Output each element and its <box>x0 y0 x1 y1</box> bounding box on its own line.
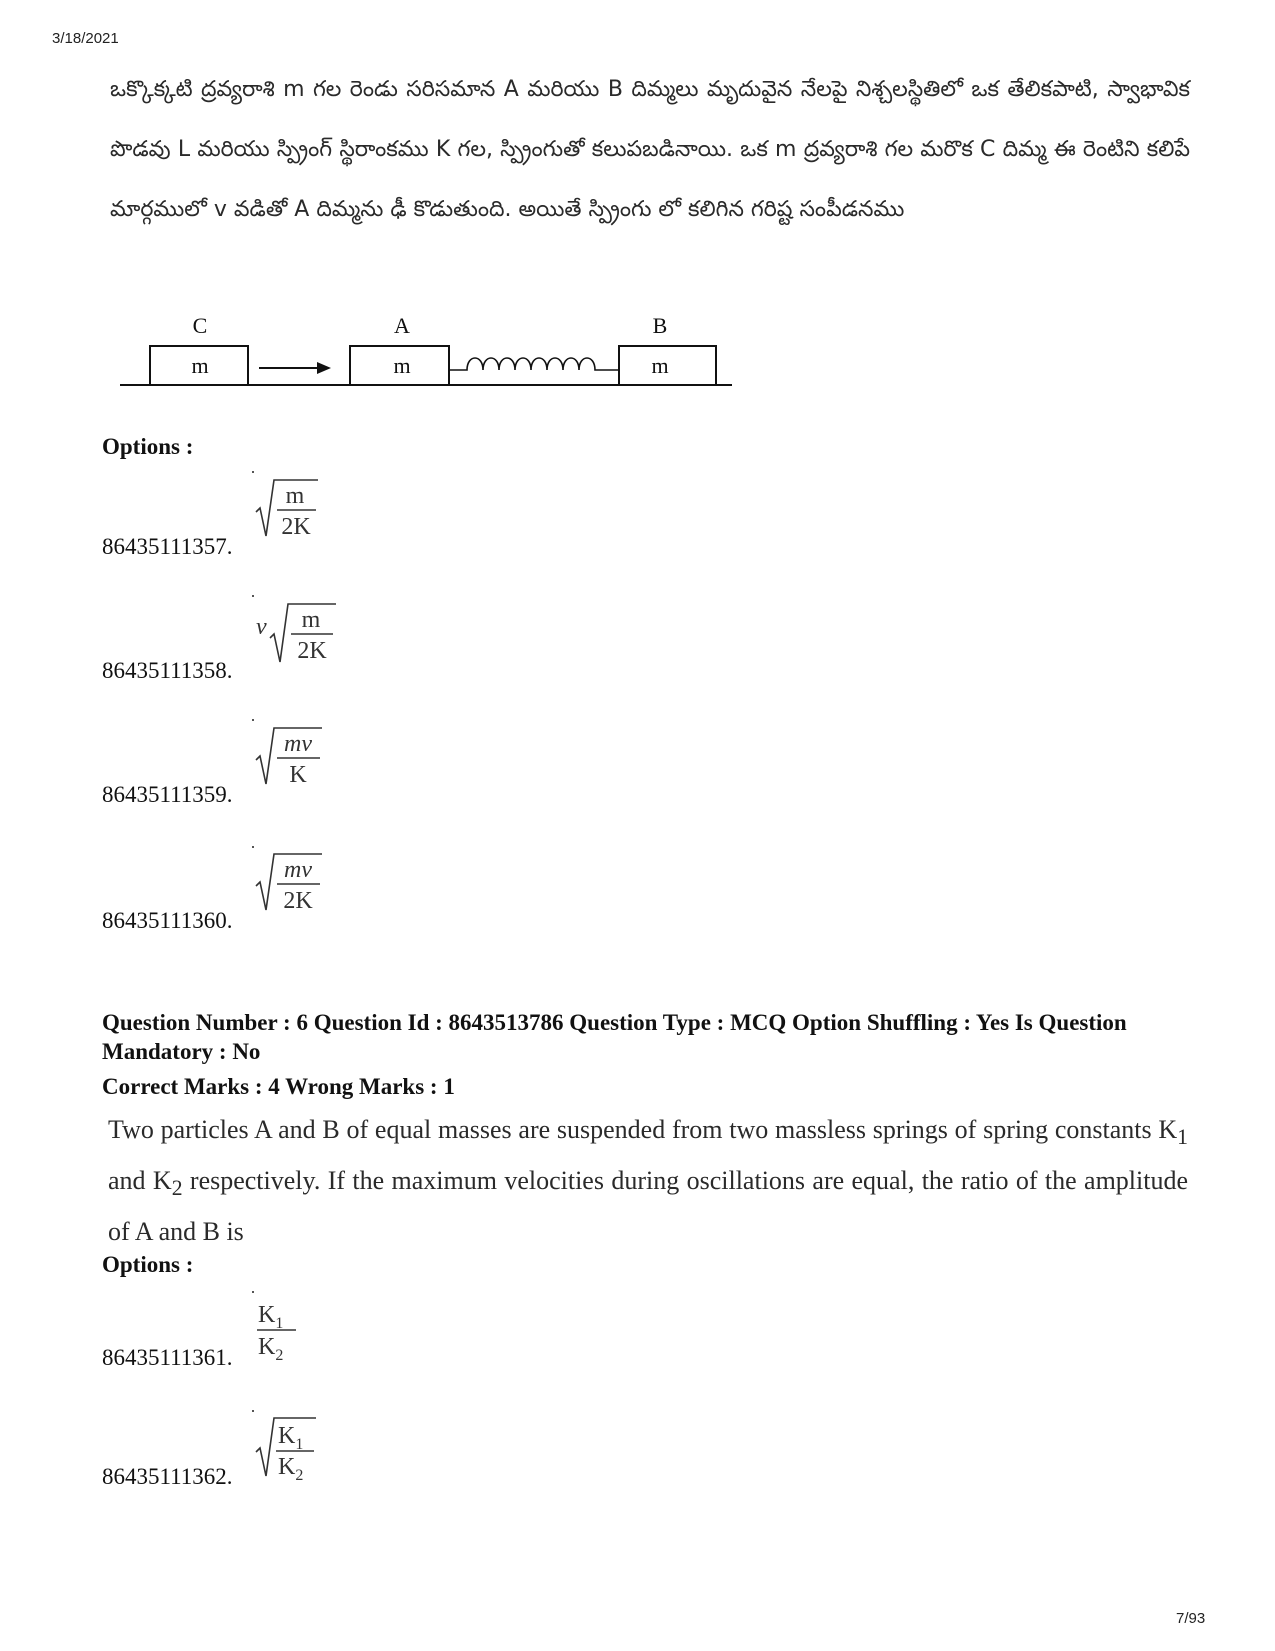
option-marker <box>252 719 254 721</box>
q5-option-2-formula <box>254 600 344 666</box>
question-6-marks: Correct Marks : 4 Wrong Marks : 1 <box>102 1074 455 1099</box>
denominator-subscript: 2 <box>295 1467 304 1484</box>
svg-text:K2 <box>278 1454 303 1484</box>
fraction-denominator: K <box>289 762 307 788</box>
q5-option-1-id: 86435111357. <box>102 534 233 559</box>
svg-text:K2 <box>258 1334 283 1364</box>
fraction-denominator: 2K <box>283 888 313 914</box>
fraction-numerator: mv <box>284 731 312 757</box>
q6-options-label: Options : <box>102 1252 194 1277</box>
spring <box>449 358 619 370</box>
block-a-mass: m <box>393 353 411 378</box>
question-6-text: Two particles A and B of equal masses are suspended from two massless springs of spring constants $K_1$ and $K_2$ respectively. If the maximum velocities during oscillations are equal, the ratio of the amplitude of A and B is <box>108 1115 1188 1247</box>
block-b-mass: m <box>651 353 669 378</box>
numerator-subscript: 1 <box>295 1436 304 1453</box>
q6-option-1-formula <box>254 1294 314 1364</box>
svg-text:K1 <box>258 1302 283 1332</box>
block-a-label: A <box>394 318 410 338</box>
q5-option-3-formula <box>254 724 330 790</box>
fraction-numerator: m <box>285 483 305 509</box>
fraction-numerator: K <box>278 1423 296 1449</box>
q6-option-2-formula <box>254 1414 324 1484</box>
denominator-subscript: 2 <box>275 1347 284 1364</box>
fraction-denominator: 2K <box>297 638 327 664</box>
option-marker <box>252 471 254 473</box>
q5-option-1-formula <box>254 476 324 542</box>
q6-option-1-id: 86435111361. <box>102 1345 233 1370</box>
option-marker <box>252 1291 254 1293</box>
block-b-label: B <box>652 318 668 338</box>
fraction-numerator: K <box>258 1302 276 1328</box>
velocity-symbol: v <box>256 614 267 640</box>
option-marker <box>252 846 254 848</box>
block-c-label: C <box>192 318 208 338</box>
collision-diagram <box>115 318 740 394</box>
fraction-numerator: m <box>301 607 321 633</box>
print-date: 3/18/2021 <box>52 30 119 47</box>
fraction-denominator: K <box>258 1334 276 1360</box>
block-c-mass: m <box>191 353 209 378</box>
numerator-subscript: 1 <box>275 1315 284 1332</box>
option-marker <box>252 1410 254 1412</box>
fraction-denominator: K <box>278 1454 296 1480</box>
question-6-header: Question Number : 6 Question Id : 8643513786 Question Type : MCQ Option Shuffling : Yes Is Question Mandatory : No <box>102 1010 1127 1064</box>
fraction-denominator: 2K <box>281 514 311 540</box>
page-number: 7/93 <box>1176 1610 1206 1627</box>
svg-text:K1 <box>278 1423 303 1453</box>
q5-option-4-formula <box>254 850 330 916</box>
question-5-text: ఒక్కొక్కటి ద్రవ్యరాశి m గల రెండు సరిసమాన A మరియు B దిమ్మలు మృదువైన నేలపై నిశ్చలస్థితిలో ఒక తేలికపాటి, స్వాభావిక పొడవు L మరియు స్ప్రింగ్ స్థిరాంకము K గల, స్ప్రింగుతో కలుపబడినాయి. ఒక m ద్రవ్యరాశి గల మరొక C దిమ్మ ఈ రెంటిని కలిపే మార్గములో v వడితో A దిమ్మను ఢీ కొడుతుంది. అయితే స్ప్రింగు లో కలిగిన గరిష్ట సంపీడనము <box>110 77 1190 222</box>
q5-options-label: Options : <box>102 434 194 459</box>
fraction-numerator: mv <box>284 857 312 883</box>
q5-option-3-id: 86435111359. <box>102 782 233 807</box>
q5-option-2-id: 86435111358. <box>102 658 233 683</box>
q6-option-2-id: 86435111362. <box>102 1464 233 1489</box>
velocity-arrow-head <box>317 362 331 374</box>
q5-option-4-id: 86435111360. <box>102 908 233 933</box>
option-marker <box>252 595 254 597</box>
